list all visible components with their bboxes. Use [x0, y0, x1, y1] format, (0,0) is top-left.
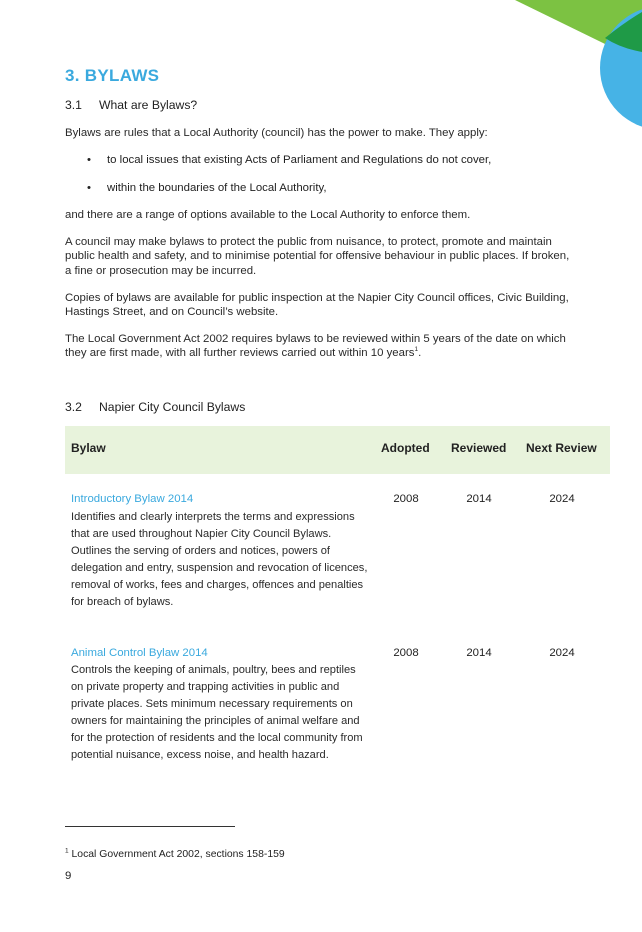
- next-review-year: 2024: [549, 647, 575, 659]
- bullet-item: • within the boundaries of the Local Authority,: [87, 182, 327, 194]
- dark-green-leaf: [605, 12, 642, 52]
- intro-paragraph: Bylaws are rules that a Local Authority (council) has the power to make. They apply:: [65, 127, 488, 139]
- footnote-number: 1: [65, 847, 69, 855]
- bylaw-description: Controls the keeping of animals, poultry, bees and reptiles on private property and trapping activities in public and private places. Sets minimum necessary requirements on owners for maintaining the principles of animal welfare and for the protection of residents and the local community from potential nuisance, excess noise, and health hazard.: [71, 664, 363, 761]
- adopted-year: 2008: [393, 647, 419, 659]
- enforce-paragraph: and there are a range of options available to the Local Authority to enforce them.: [65, 209, 471, 221]
- bullet-dot: •: [87, 154, 91, 166]
- column-header-adopted: Adopted: [381, 441, 430, 455]
- subsection-number: 3.1: [65, 98, 82, 112]
- bylaw-title: Animal Control Bylaw 2014: [71, 647, 208, 659]
- reviewed-year: 2014: [466, 647, 492, 659]
- footnote-text: Local Government Act 2002, sections 158-159: [68, 849, 285, 860]
- copies-paragraph: Copies of bylaws are available for public inspection at the Napier City Council offices, Civic Building, Hastings Street, and on Council’s website.: [65, 292, 569, 319]
- subsection-title: What are Bylaws?: [99, 98, 198, 112]
- next-review-year: 2024: [549, 493, 575, 505]
- reviewed-year: 2014: [466, 493, 492, 505]
- bullet-dot: •: [87, 182, 91, 194]
- subsection-number: 3.2: [65, 400, 82, 414]
- bylaw-description: Identifies and clearly interprets the terms and expressions that are used throughout Napier City Council Bylaws. Outlines the serving of orders and notices, powers of delegation and entry, suspension and revocation of licences, removal of works, fees and charges, offences and penalties for breach of bylaws.: [71, 511, 368, 608]
- table-header: [65, 426, 610, 474]
- column-header-reviewed: Reviewed: [451, 441, 507, 455]
- column-header-bylaw: Bylaw: [71, 441, 106, 455]
- adopted-year: 2008: [393, 493, 419, 505]
- subsection-heading-3-1: [65, 98, 197, 112]
- footnote: [65, 849, 285, 860]
- subsection-heading-3-2: [65, 400, 245, 414]
- act-paragraph: The Local Government Act 2002 requires bylaws to be reviewed within 5 years of the date on which they are first made, with all further reviews carried out within 10 years$^1$.: [65, 333, 566, 360]
- subsection-title: Napier City Council Bylaws: [99, 400, 246, 414]
- blue-circle: [600, 6, 642, 130]
- section-title: 3. BYLAWS: [65, 66, 160, 85]
- green-swoosh: [515, 0, 642, 62]
- footnote-ref[interactable]: 1: [414, 346, 419, 354]
- footnote-divider: [65, 826, 235, 827]
- protect-paragraph: A council may make bylaws to protect the public from nuisance, to protect, promote and maintain public health and safety, and to minimise potential for offensive behaviour in public places. If broken, a fine or prosecution may be incurred.: [65, 236, 570, 277]
- page-number: 9: [65, 870, 72, 882]
- bylaw-title: Introductory Bylaw 2014: [71, 493, 194, 505]
- column-header-next-review: Next Review: [526, 441, 597, 455]
- bullet-item: • to local issues that existing Acts of Parliament and Regulations do not cover,: [87, 154, 492, 166]
